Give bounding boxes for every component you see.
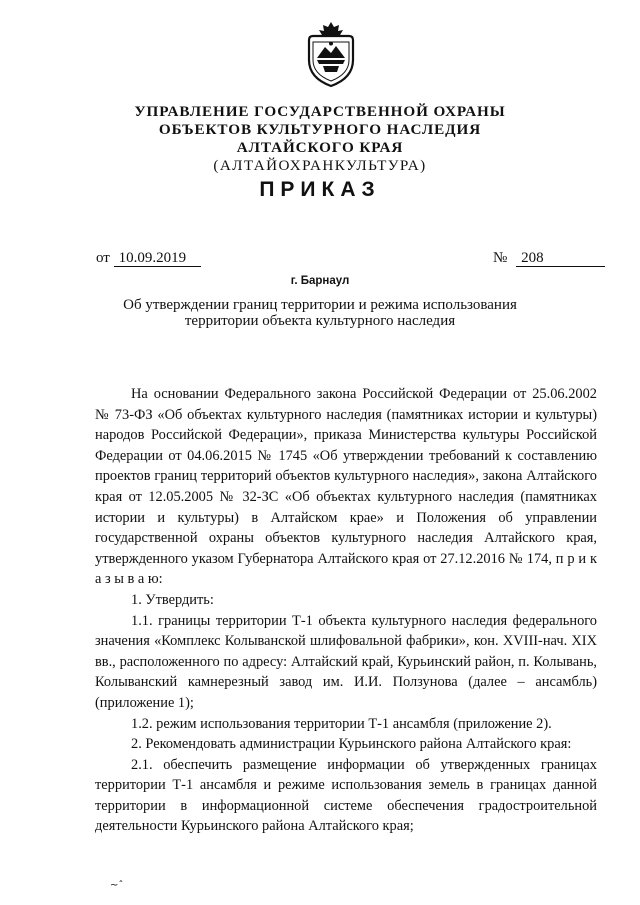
clause-1-2: 1.2. режим использования территории Т-1 ансамбля (приложение 2).: [131, 715, 552, 732]
number-prefix: №: [493, 250, 508, 266]
document-title: ПРИКАЗ: [259, 178, 381, 201]
preamble-paragraph: На основании Федерального закона Российской Федерации от 25.06.2002 № 73-ФЗ «Об объектах культурного наследия (памятниках истории и культуры) народов Российской Федерации», приказа Министерства культуры Российской Федерации от 04.06.2015 № 1745 «Об утверждении требований к составлению проектов границ территорий объектов культурного наследия», закона Алтайского края от 12.05.2005 № 32-ЗС «Об объектах культурного наследия (памятниках истории и культуры) в Алтайском крае» и Положения об управлении государственной охраны объектов культурного наследия Алтайского края, утвержденного указом Губернатора Алтайского края от 27.12.2016 № 174, п р и к а з ы в а ю:: [95, 386, 597, 588]
order-subject: [0, 298, 640, 329]
clause-1: 1. Утвердить:: [131, 591, 214, 608]
clause-2: 2. Рекомендовать администрации Курьинского района Алтайского края:: [131, 736, 572, 753]
clause-2-1: 2.1. обеспечить размещение информации об утвержденных границах территории Т-1 ансамбля и режиме использования земель в границах данной территории в информационной системе обеспечения градостроительной деятельности Курьинского района Алтайского края;: [95, 756, 597, 835]
subject-line: Об утверждении границ территории и режима использования: [123, 297, 517, 313]
org-line: УПРАВЛЕНИЕ ГОСУДАРСТВЕННОЙ ОХРАНЫ: [134, 103, 506, 120]
subject-line: территории объекта культурного наследия: [184, 312, 456, 329]
order-body: [95, 384, 597, 837]
stray-mark: ~ˆ: [110, 880, 124, 891]
date-value: 10.09.2019: [114, 251, 201, 267]
order-number: [493, 250, 605, 267]
org-line: АЛТАЙСКОГО КРАЯ: [236, 139, 404, 156]
org-abbreviation: (АЛТАЙОХРАНКУЛЬТУРА): [213, 157, 427, 174]
date-prefix: от: [96, 250, 110, 266]
number-value: 208: [516, 251, 605, 267]
org-line: ОБЪЕКТОВ КУЛЬТУРНОГО НАСЛЕДИЯ: [158, 121, 482, 138]
city: г. Барнаул: [290, 275, 350, 287]
coat-of-arms-emblem: [303, 20, 359, 88]
clause-1-1: 1.1. границы территории Т-1 объекта культурного наследия федерального значения «Комплекс Колыванской шлифовальной фабрики», кон. XVIII-нач. XIX вв., расположенного по адресу: Алтайский край, Курьинский район, п. Колывань, Колыванский камнерезный завод им. И.И. Ползунова (далее – ансамбль) (приложение 1);: [95, 612, 597, 711]
order-date: [96, 250, 201, 267]
organization-name: [0, 103, 640, 175]
